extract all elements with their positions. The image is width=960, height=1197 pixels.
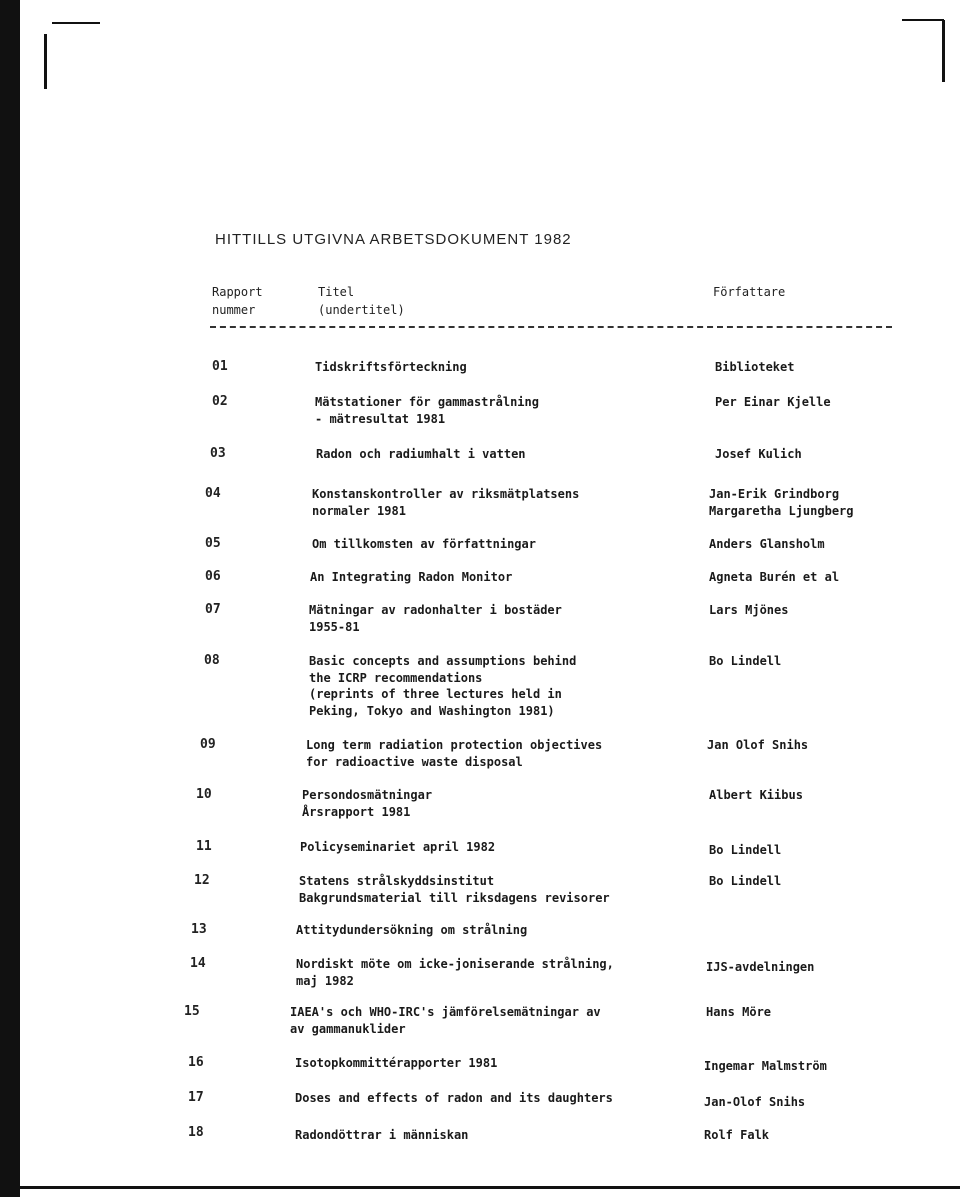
report-author: Agneta Burén et al bbox=[709, 570, 840, 584]
report-number: 02 bbox=[212, 394, 228, 409]
report-author: Bo Lindell bbox=[709, 874, 782, 888]
report-title: IAEA's och WHO-IRC's jämförelsemätningar av av gammanuklider bbox=[290, 1005, 601, 1036]
report-number: 15 bbox=[184, 1004, 200, 1019]
scan-edge-bar bbox=[0, 0, 20, 1197]
report-author: Lars Mjönes bbox=[709, 603, 789, 617]
report-author: Rolf Falk bbox=[704, 1128, 770, 1142]
report-author: Ingemar Malmström bbox=[704, 1059, 827, 1073]
corner-mark-top-left-h bbox=[52, 22, 100, 24]
report-title: Radondöttrar i människan bbox=[295, 1128, 469, 1142]
report-number: 03 bbox=[210, 446, 226, 461]
report-number: 09 bbox=[200, 737, 216, 752]
column-header-title: Titel (undertitel) bbox=[318, 285, 405, 317]
header-rule bbox=[210, 326, 892, 328]
report-title: Mätningar av radonhalter i bostäder 1955-81 bbox=[309, 603, 562, 634]
report-author: Bo Lindell bbox=[709, 654, 782, 668]
report-author: Hans Möre bbox=[706, 1005, 772, 1019]
report-number: 16 bbox=[188, 1055, 204, 1070]
report-number: 08 bbox=[204, 653, 220, 668]
report-author: Jan-Erik Grindborg Margaretha Ljungberg bbox=[709, 487, 854, 518]
report-title: Basic concepts and assumptions behind the ICRP recommendations (reprints of three lectures held in Peking, Tokyo and Washington 1981) bbox=[309, 654, 577, 718]
report-number: 04 bbox=[205, 486, 221, 501]
report-title: Radon och radiumhalt i vatten bbox=[316, 447, 526, 461]
report-author: Anders Glansholm bbox=[709, 537, 825, 551]
column-header-author: Författare bbox=[713, 285, 786, 299]
report-title: Persondosmätningar Årsrapport 1981 bbox=[302, 788, 433, 819]
report-title: Tidskriftsförteckning bbox=[315, 360, 467, 374]
scan-bottom-edge bbox=[20, 1186, 960, 1189]
column-header-number: Rapport nummer bbox=[212, 285, 263, 317]
corner-mark-top-left-v bbox=[44, 34, 47, 89]
report-title: Doses and effects of radon and its daughters bbox=[295, 1091, 613, 1105]
report-author: Per Einar Kjelle bbox=[715, 395, 831, 409]
report-title: Long term radiation protection objectives for radioactive waste disposal bbox=[306, 738, 603, 769]
report-number: 05 bbox=[205, 536, 221, 551]
report-number: 11 bbox=[196, 839, 212, 854]
report-title: Om tillkomsten av författningar bbox=[312, 537, 536, 551]
report-author: IJS-avdelningen bbox=[706, 960, 815, 974]
report-number: 13 bbox=[191, 922, 207, 937]
report-title: Isotopkommittérapporter 1981 bbox=[295, 1056, 498, 1070]
report-number: 07 bbox=[205, 602, 221, 617]
report-number: 06 bbox=[205, 569, 221, 584]
report-author: Jan-Olof Snihs bbox=[704, 1095, 806, 1109]
report-number: 10 bbox=[196, 787, 212, 802]
report-author: Bo Lindell bbox=[709, 843, 782, 857]
document-heading: HITTILLS UTGIVNA ARBETSDOKUMENT 1982 bbox=[215, 231, 572, 248]
report-number: 14 bbox=[190, 956, 206, 971]
report-title: Statens strålskyddsinstitut Bakgrundsmaterial till riksdagens revisorer bbox=[299, 874, 610, 905]
report-author: Jan Olof Snihs bbox=[707, 738, 809, 752]
report-number: 01 bbox=[212, 359, 228, 374]
report-author: Albert Kiibus bbox=[709, 788, 803, 802]
report-title: An Integrating Radon Monitor bbox=[310, 570, 513, 584]
report-number: 18 bbox=[188, 1125, 204, 1140]
report-title: Policyseminariet april 1982 bbox=[300, 840, 496, 854]
corner-mark-top-right-v bbox=[942, 20, 945, 82]
report-title: Konstanskontroller av riksmätplatsens normaler 1981 bbox=[312, 487, 580, 518]
corner-mark-top-right-h bbox=[902, 19, 944, 21]
report-title: Attitydundersökning om strålning bbox=[296, 923, 528, 937]
report-title: Mätstationer för gammastrålning - mätresultat 1981 bbox=[315, 395, 539, 426]
report-author: Josef Kulich bbox=[715, 447, 802, 461]
report-number: 12 bbox=[194, 873, 210, 888]
report-number: 17 bbox=[188, 1090, 204, 1105]
report-title: Nordiskt möte om icke-joniserande strålning, maj 1982 bbox=[296, 957, 614, 988]
report-author: Biblioteket bbox=[715, 360, 795, 374]
